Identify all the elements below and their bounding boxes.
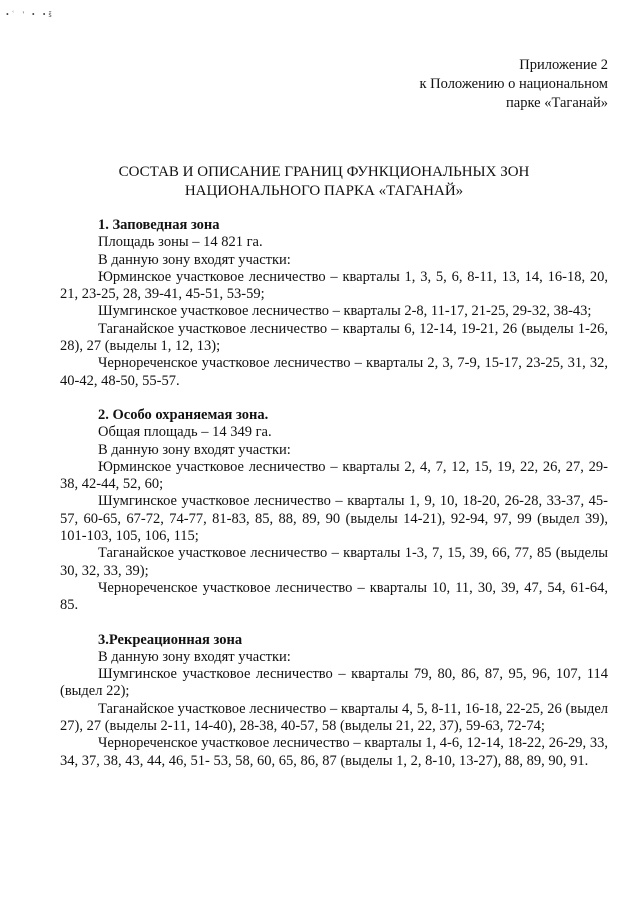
scan-artifact: •ʿ ' • •š [6,10,55,19]
forestry-paragraph: Чернореченское участковое лесничество – кварталы 10, 11, 30, 39, 47, 54, 61-64, 85. [60,579,608,614]
section-heading: 2. Особо охраняемая зона. [98,406,269,423]
forestry-paragraph: Таганайское участковое лесничество – кварталы 1-3, 7, 15, 39, 66, 77, 85 (выделы 30, 32, 33, 39); [60,545,608,579]
section-protected-zone [60,217,608,390]
forestry-paragraph: Чернореченское участковое лесничество – кварталы 2, 3, 7-9, 15-17, 23-25, 31, 32, 40-42, 48-50, 55-57. [60,355,608,389]
appendix-line-3: парке «Таганай» [506,95,608,111]
appendix-line-1: Приложение 2 [519,57,608,73]
section-specially-protected-zone [60,407,608,615]
document-body [60,217,608,787]
forestry-paragraph: Таганайское участковое лесничество – кварталы 4, 5, 8-11, 16-18, 22-25, 26 (выдел 27), 27 (выделы 2-11, 14-40), 28-38, 40-57, 58 (выделы 21, 22, 37), 59-63, 72-74; [60,700,608,735]
section-heading: 1. Заповедная зона [98,217,220,233]
appendix-line-2: к Положению о национальном [419,76,608,92]
section-recreational-zone [60,632,608,770]
forestry-paragraph: Шумгинское участковое лесничество – кварталы 1, 9, 10, 18-20, 26-28, 33-37, 45-57, 60-65, 67-72, 74-77, 81-83, 85, 88, 89, 90 (выделы 14-21), 92-94, 97, 99 (выдел 39), 101-103, 105, 106, 115; [60,493,608,545]
forestry-paragraph: Таганайское участковое лесничество – кварталы 6, 12-14, 19-21, 26 (выделы 1-26, 28), 27 (выделы 1, 12, 13); [60,320,608,355]
document-title [60,163,588,201]
section-area: Площадь зоны – 14 821 га. [98,234,263,251]
appendix-header [420,56,609,113]
title-line-2: НАЦИОНАЛЬНОГО ПАРКА «ТАГАНАЙ» [184,183,464,199]
section-intro: В данную зону входят участки: [98,648,291,665]
section-heading: 3.Рекреационная зона [98,631,243,648]
section-intro: В данную зону входят участки: [98,441,291,458]
section-intro: В данную зону входят участки: [98,251,291,268]
section-area: Общая площадь – 14 349 га. [98,424,272,441]
forestry-paragraph: Шумгинское участковое лесничество – кварталы 79, 80, 86, 87, 95, 96, 107, 114 (выдел 22); [60,666,608,700]
title-line-1: СОСТАВ И ОПИСАНИЕ ГРАНИЦ ФУНКЦИОНАЛЬНЫХ ЗОН [118,164,530,180]
forestry-paragraph: Чернореченское участковое лесничество – кварталы 1, 4-6, 12-14, 18-22, 26-29, 33, 34, 37, 38, 43, 44, 46, 51- 53, 58, 60, 65, 86, 87 (выделы 1, 2, 8-10, 13-27), 88, 89, 90, 91. [60,735,608,769]
forestry-paragraph: Юрминское участковое лесничество – кварталы 1, 3, 5, 6, 8-11, 13, 14, 16-18, 20, 21, 23-25, 28, 39-41, 45-51, 53-59; [60,268,608,303]
forestry-paragraph: Шумгинское участковое лесничество – кварталы 2-8, 11-17, 21-25, 29-32, 38-43; [98,303,592,320]
forestry-paragraph: Юрминское участковое лесничество – кварталы 2, 4, 7, 12, 15, 19, 22, 26, 27, 29-38, 42-44, 52, 60; [60,458,608,493]
